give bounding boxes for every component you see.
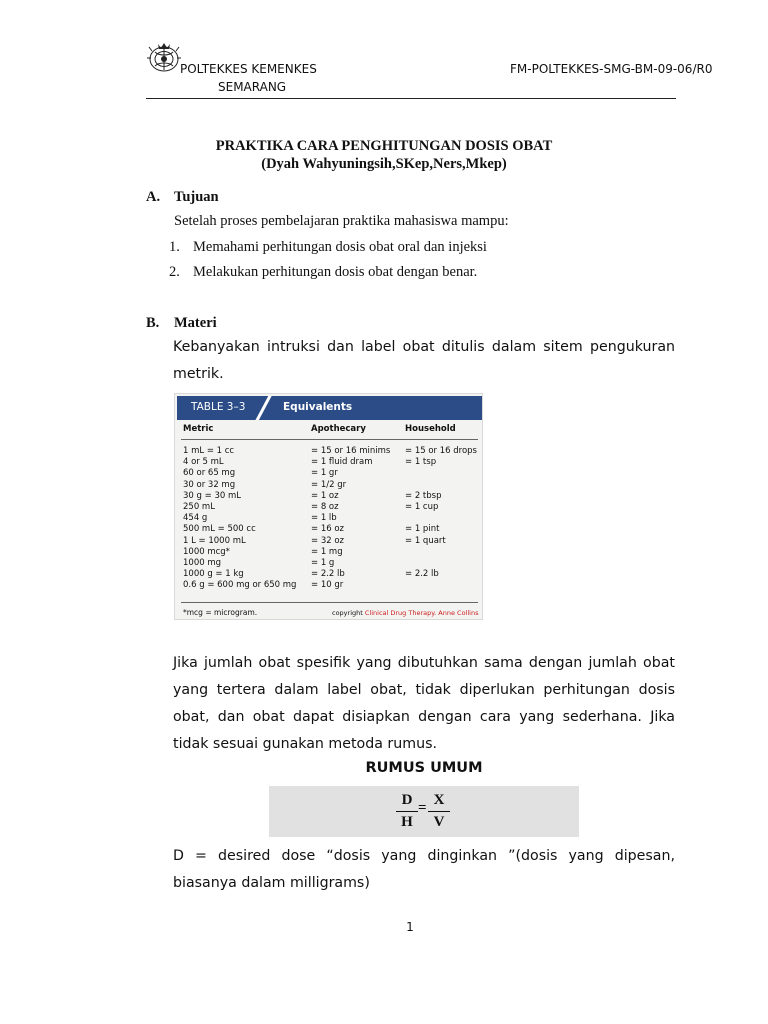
- cell-apothecary: = 1 gr: [311, 468, 338, 479]
- cell-metric: 30 or 32 mg: [183, 479, 236, 490]
- table-footnote: *mcg = microgram.: [183, 608, 258, 617]
- fraction-x-over-v: [428, 792, 450, 831]
- page-number: 1: [406, 920, 414, 934]
- title-divider-slash: [252, 396, 273, 420]
- institution-name-line1: POLTEKKES KEMENKES: [180, 62, 317, 76]
- objective-item-1: Memahami perhitungan dosis obat oral dan injeksi: [193, 239, 487, 255]
- column-header-household: Household: [405, 424, 456, 434]
- cell-metric: 250 mL: [183, 502, 215, 512]
- table-row: [175, 513, 484, 524]
- section-a-intro: Setelah proses pembelajaran praktika mahasiswa mampu:: [174, 213, 509, 229]
- cell-apothecary: = 1 mg: [311, 546, 343, 557]
- table-row: [175, 524, 484, 535]
- cell-household: = 1 pint: [405, 524, 440, 535]
- institution-logo: [147, 42, 181, 74]
- table-row: [175, 446, 484, 457]
- section-a-letter: A.: [146, 189, 161, 205]
- column-header-apothecary: Apothecary: [311, 424, 366, 434]
- institution-name-line2: SEMARANG: [218, 80, 287, 94]
- copyright-prefix: copyright: [332, 609, 363, 617]
- cell-metric: 1000 g = 1 kg: [183, 569, 244, 580]
- cell-household: = 1 cup: [405, 502, 439, 512]
- formula-v: V: [433, 814, 445, 830]
- fraction-bar: [396, 811, 418, 812]
- objective-number-2: 2.: [169, 264, 180, 280]
- fraction-bar: [428, 811, 450, 812]
- cell-apothecary: = 15 or 16 minims: [311, 446, 391, 456]
- form-code: FM-POLTEKKES-SMG-BM-09-06/R0: [510, 62, 713, 76]
- cell-metric: 1000 mcg*: [183, 546, 230, 557]
- materi-paragraph-2: Jika jumlah obat spesifik yang dibutuhkan sama dengan jumlah obat yang tertera dalam label obat, tidak diperlukan perhitungan dosis obat, dan obat dapat disiapkan dengan cara yang sederhana. Jika tidak sesuai gunakan metoda rumus.: [173, 655, 675, 752]
- formula-heading: RUMUS UMUM: [365, 760, 483, 776]
- table-row: [175, 569, 484, 580]
- cell-apothecary: = 32 oz: [311, 535, 345, 546]
- table-title-band: [177, 396, 482, 420]
- objective-item-2: Melakukan perhitungan dosis obat dengan benar.: [193, 264, 478, 280]
- table-row: [175, 468, 484, 479]
- table-copyright: [332, 609, 478, 617]
- cell-household: = 15 or 16 drops: [405, 446, 477, 456]
- header-divider: [181, 439, 478, 440]
- cell-metric: 454 g: [183, 513, 208, 524]
- cell-apothecary: = 1 lb: [311, 513, 337, 524]
- table-row: [175, 491, 484, 502]
- cell-apothecary: = 1/2 gr: [311, 479, 347, 490]
- section-b-letter: B.: [146, 315, 160, 331]
- table-row: [175, 580, 484, 591]
- formula-h: H: [401, 814, 413, 830]
- cell-apothecary: = 1 oz: [311, 490, 339, 501]
- cell-apothecary: = 10 gr: [311, 580, 344, 591]
- table-row: [175, 480, 484, 491]
- section-a-heading: Tujuan: [174, 189, 219, 205]
- materi-paragraph-1: Kebanyakan intruksi dan label obat ditulis dalam sitem pengukuran metrik.: [173, 339, 675, 382]
- cell-apothecary: = 2.2 lb: [311, 569, 345, 580]
- cell-metric: 0.6 g = 600 mg or 650 mg: [183, 580, 297, 591]
- table-row: [175, 547, 484, 558]
- table-label: TABLE 3–3: [191, 401, 246, 413]
- cell-metric: 1 L = 1000 mL: [183, 535, 246, 546]
- cell-metric: 1 mL = 1 cc: [183, 446, 235, 456]
- cell-metric: 4 or 5 mL: [183, 457, 224, 468]
- table-row: [175, 502, 484, 513]
- cell-apothecary: = 1 fluid dram: [311, 457, 373, 468]
- cell-metric: 500 mL = 500 cc: [183, 524, 256, 535]
- column-header-metric: Metric: [183, 424, 214, 434]
- definition-d: D = desired dose “dosis yang dinginkan ”(dosis yang dipesan, biasanya dalam milligrams): [173, 848, 675, 891]
- equivalents-table-image: [174, 393, 483, 620]
- header-rule: [146, 98, 676, 99]
- cell-metric: 30 g = 30 mL: [183, 490, 241, 501]
- table-row: [175, 558, 484, 569]
- cell-apothecary: = 16 oz: [311, 524, 345, 535]
- cell-metric: 1000 mg: [183, 558, 222, 568]
- cell-household: = 1 tsp: [405, 457, 437, 468]
- objective-number-1: 1.: [169, 239, 180, 255]
- formula-box: [269, 786, 579, 837]
- table-row: [175, 457, 484, 468]
- document-author: (Dyah Wahyuningsih,SKep,Ners,Mkep): [261, 156, 507, 172]
- cell-metric: 60 or 65 mg: [183, 468, 236, 479]
- footer-divider: [181, 602, 478, 603]
- cell-apothecary: = 1 g: [311, 558, 335, 568]
- formula-equals: =: [418, 800, 427, 816]
- table-row: [175, 536, 484, 547]
- table-name: Equivalents: [283, 401, 353, 413]
- cell-household: = 2 tbsp: [405, 490, 442, 501]
- cell-household: = 1 quart: [405, 535, 446, 546]
- formula-x: X: [433, 792, 445, 808]
- copyright-source: Clinical Drug Therapy. Anne Collins: [364, 609, 479, 617]
- fraction-d-over-h: [396, 792, 418, 831]
- cell-household: = 2.2 lb: [405, 569, 439, 580]
- document-title: PRAKTIKA CARA PENGHITUNGAN DOSIS OBAT: [215, 138, 553, 154]
- formula-d: D: [401, 792, 413, 808]
- cell-apothecary: = 8 oz: [311, 502, 339, 512]
- section-b-heading: Materi: [174, 315, 217, 331]
